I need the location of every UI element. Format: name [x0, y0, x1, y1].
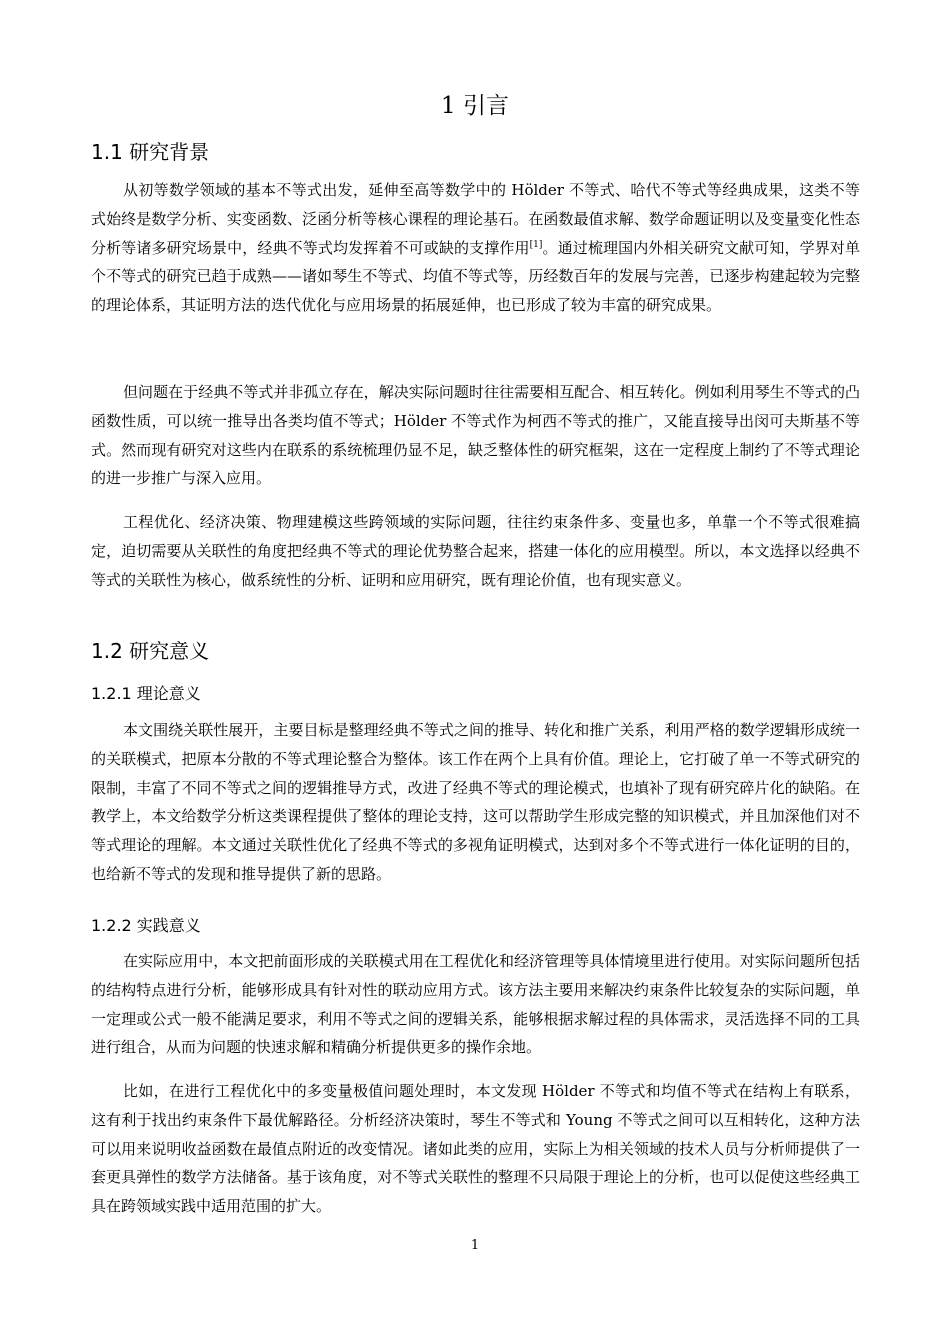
paragraph-theoretical-1: 本文围绕关联性展开，主要目标是整理经典不等式之间的推导、转化和推广关系，利用严格的数学逻辑形成统一的关联模式，把原本分散的不等式理论整合为整体。该工作在两个上具有价值。理论上，它打破了单一不等式研究的限制，丰富了不同不等式之间的逻辑推导方式，改进了经典不等式的理论模式，也填补了现有研究碎片化的缺陷。在教学上，本文给数学分析这类课程提供了整体的理论支持，这可以帮助学生形成完整的知识模式，并且加深他们对不等式理论的理解。本文通过关联性优化了经典不等式的多视角证明模式，达到对多个不等式进行一体化证明的目的，也给新不等式的发现和推导提供了新的思路。: [91, 721, 860, 883]
section-heading-research-background: 1.1 研究背景: [91, 140, 210, 164]
paragraph-background-1: [91, 176, 860, 320]
section-heading-research-significance: 1.2 研究意义: [91, 639, 210, 663]
citation-marker[interactable]: [1]: [529, 239, 543, 250]
subsection-heading-practical: 1.2.2 实践意义: [91, 916, 201, 935]
paragraph-practical-2: 比如，在进行工程优化中的多变量极值问题处理时，本文发现 Hölder 不等式和均值不等式在结构上有联系，这有利于找出约束条件下最优解路径。分析经济决策时，琴生不等式和 Young 不等式之间可以互相转化，这种方法可以用来说明收益函数在最值点附近的改变情况。诸如此类的应用，实际上为相关领域的技术人员与分析师提供了一套更具弹性的数学方法储备。基于该角度，对不等式关联性的整理不只局限于理论上的分析，也可以促使这些经典工具在跨领域实践中适用范围的扩大。: [91, 1082, 860, 1216]
paragraph-background-2: 但问题在于经典不等式并非孤立存在，解决实际问题时往往需要相互配合、相互转化。例如利用琴生不等式的凸函数性质，可以统一推导出各类均值不等式；Hölder 不等式作为柯西不等式的推广，又能直接导出闵可夫斯基不等式。然而现有研究对这些内在联系的系统梳理仍显不足，缺乏整体性的研究框架，这在一定程度上制约了不等式理论的进一步推广与深入应用。: [91, 383, 860, 488]
paragraph-practical-1: 在实际应用中，本文把前面形成的关联模式用在工程优化和经济管理等具体情境里进行使用。对实际问题所包括的结构特点进行分析，能够形成具有针对性的联动应用方式。该方法主要用来解决约束条件比较复杂的实际问题，单一定理或公式一般不能满足要求，利用不等式之间的逻辑关系，能够根据求解过程的具体需求，灵活选择不同的工具进行组合，从而为问题的快速求解和精确分析提供更多的操作余地。: [91, 952, 860, 1057]
paragraph-text-tail: 。通过梳理国内外相关研究文献可知，学界对单个不等式的研究已趋于成熟——诸如琴生不等式、均值不等式等，历经数百年的发展与完善，已逐步构建起较为完整的理论体系，其证明方法的迭代优化与应用场景的拓展延伸，也已形成了较为丰富的研究成果。: [91, 238, 860, 315]
page-number: 1: [470, 1238, 480, 1253]
subsection-heading-theoretical: 1.2.1 理论意义: [91, 684, 201, 703]
paragraph-background-3: 工程优化、经济决策、物理建模这些跨领域的实际问题，往往约束条件多、变量也多，单靠一个不等式很难搞定，迫切需要从关联性的角度把经典不等式的理论优势整合起来，搭建一体化的应用模型。所以，本文选择以经典不等式的关联性为核心，做系统性的分析、证明和应用研究，既有理论价值，也有现实意义。: [91, 513, 860, 589]
paragraph-text: 从初等数学领域的基本不等式出发，延伸至高等数学中的 Hölder 不等式、哈代不等式等经典成果，这类不等式始终是数学分析、实变函数、泛函分析等核心课程的理论基石。在函数最值求解、数学命题证明以及变量变化性态分析等诸多研究场景中，经典不等式均发挥着不可或缺的支撑作用: [91, 181, 860, 257]
chapter-title: 1 引言: [441, 93, 509, 119]
